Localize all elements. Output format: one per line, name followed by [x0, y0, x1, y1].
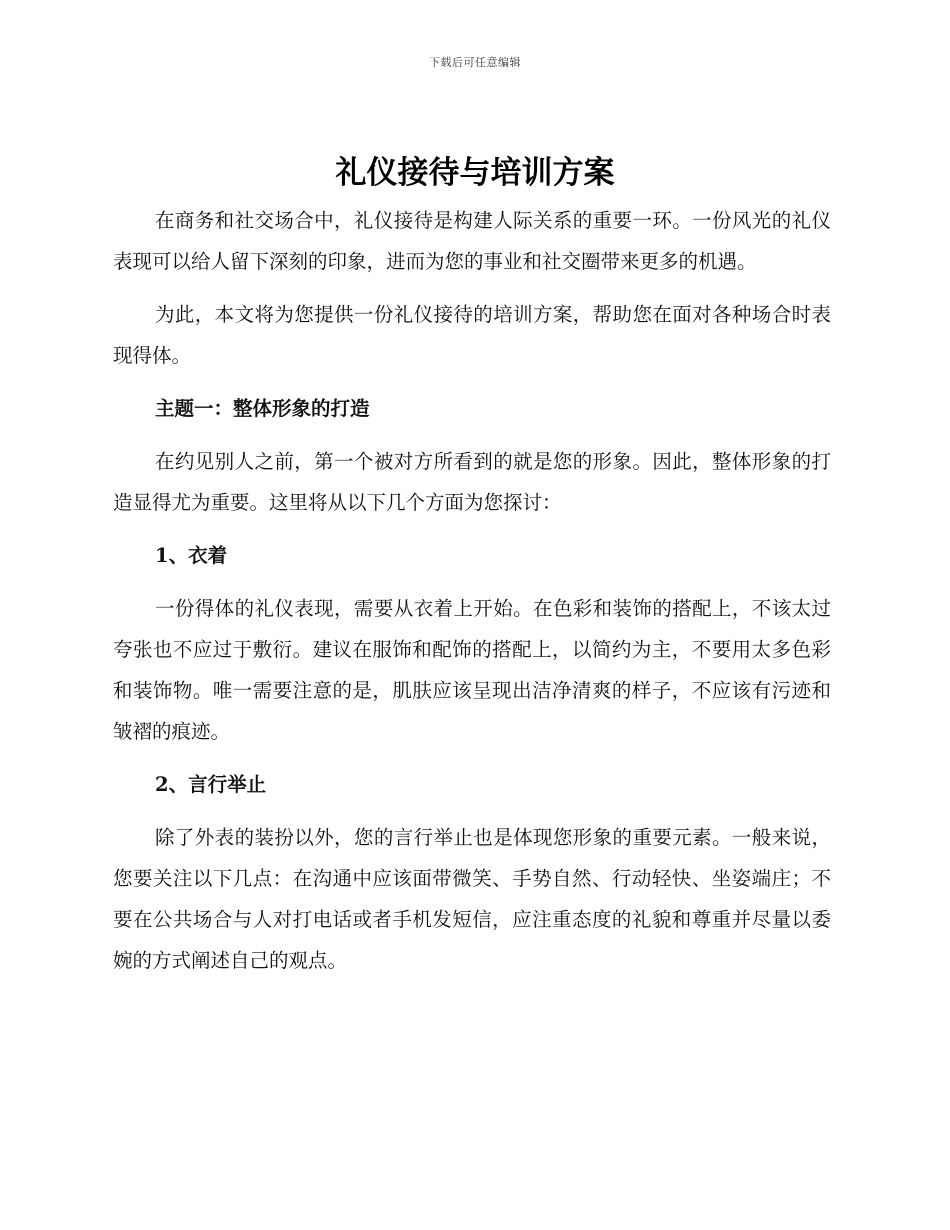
intro-paragraph-2: 为此，本文将为您提供一份礼仪接待的培训方案，帮助您在面对各种场合时表现得体。 — [113, 303, 831, 367]
intro-paragraph-1: 在商务和社交场合中，礼仪接待是构建人际关系的重要一环。一份风光的礼仪表现可以给人留下深刻的印象，进而为您的事业和社交圈带来更多的机遇。 — [113, 209, 831, 273]
section-heading: 主题一：整体形象的打造 — [155, 397, 370, 420]
subsection-heading-behavior: 2、言行举止 — [155, 773, 267, 796]
page-header: 下载后可任意编辑 — [429, 56, 521, 69]
clothing-paragraph: 一份得体的礼仪表现，需要从衣着上开始。在色彩和装饰的搭配上，不该太过夸张也不应过于敷衍。建议在服饰和配饰的搭配上，以简约为主，不要用太多色彩和装饰物。唯一需要注意的是，肌肤应该呈现出洁净清爽的样子，不应该有污迹和皱褶的痕迹。 — [113, 597, 831, 743]
subsection-heading-clothing: 1、衣着 — [155, 544, 228, 567]
section-intro-paragraph: 在约见别人之前，第一个被对方所看到的就是您的形象。因此，整体形象的打造显得尤为重要。这里将从以下几个方面为您探讨： — [113, 450, 831, 514]
document-title: 礼仪接待与培训方案 — [335, 155, 615, 191]
behavior-paragraph: 除了外表的装扮以外，您的言行举止也是体现您形象的重要元素。一般来说，您要关注以下几点：在沟通中应该面带微笑、手势自然、行动轻快、坐姿端庄；不要在公共场合与人对打电话或者手机发短信，应注重态度的礼貌和尊重并尽量以委婉的方式阐述自己的观点。 — [113, 826, 831, 972]
document-body — [113, 200, 831, 993]
